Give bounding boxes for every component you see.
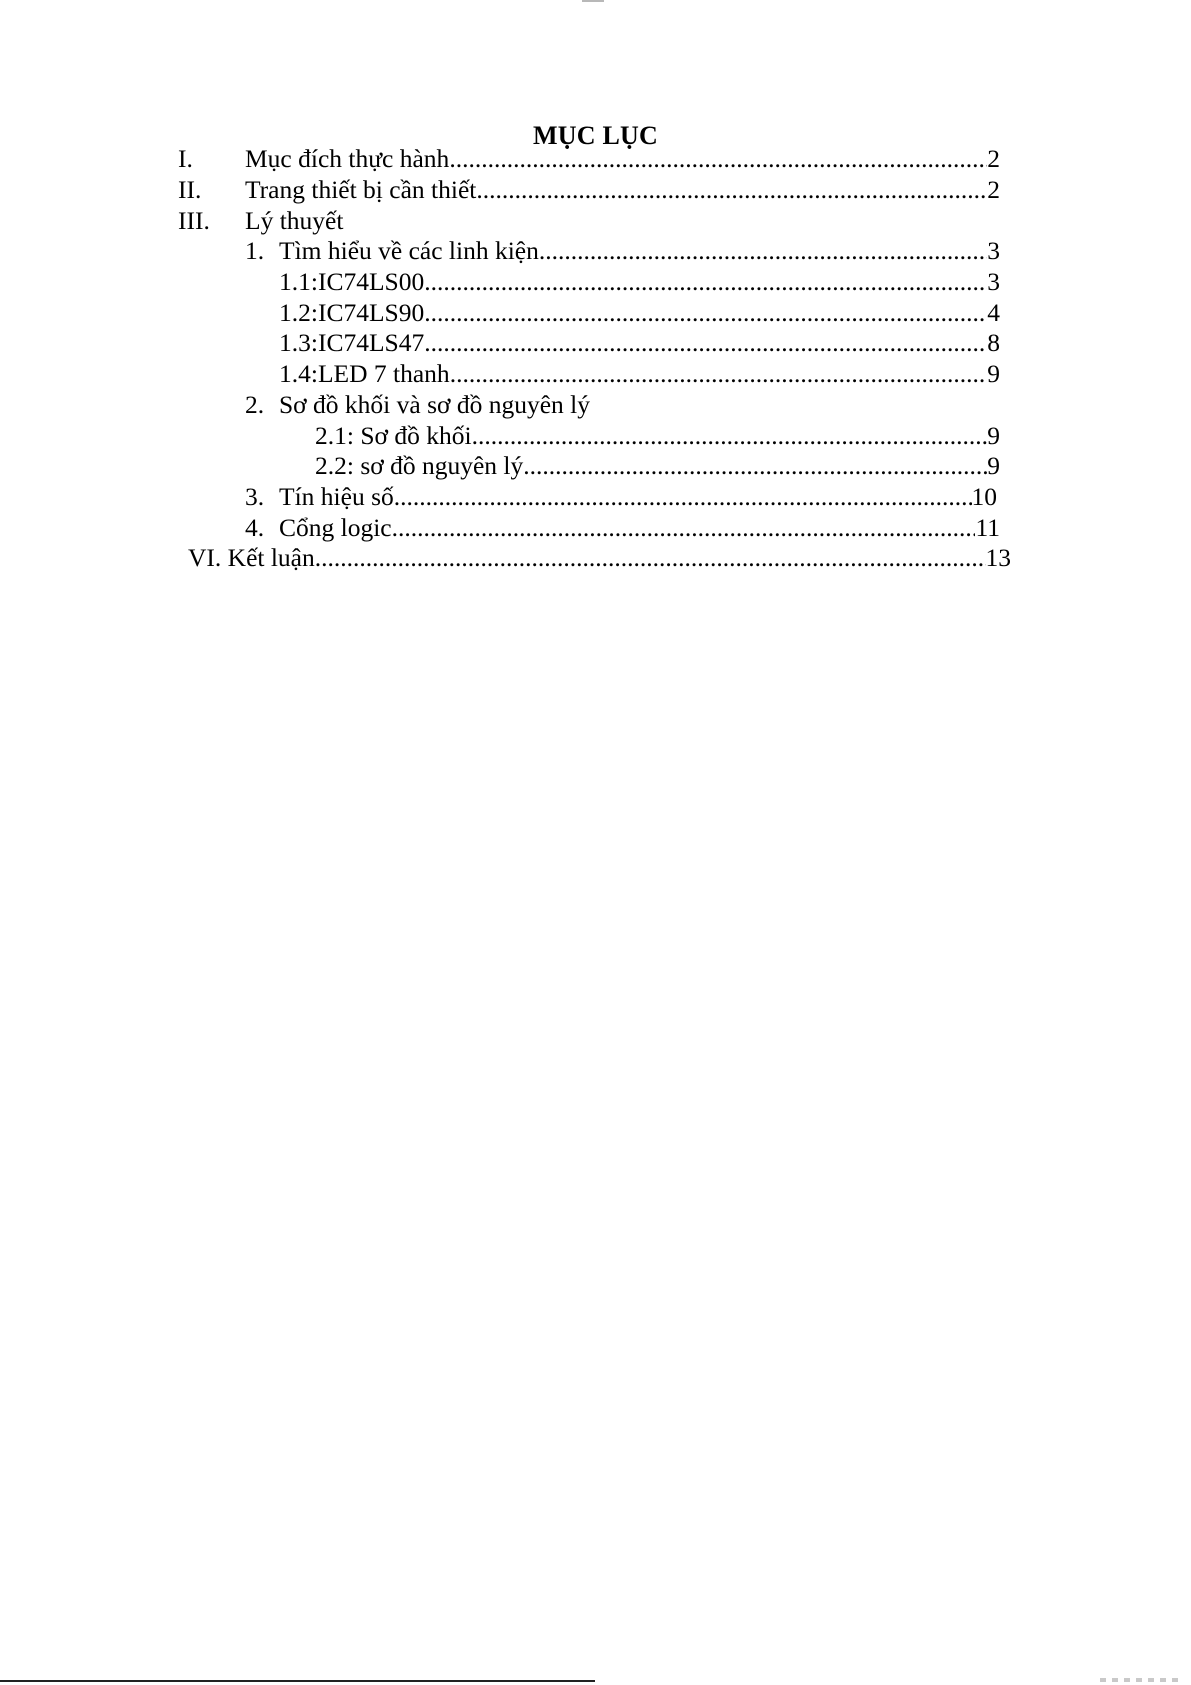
toc-entry-title: 2.2: sơ đồ nguyên lý <box>315 451 524 480</box>
toc-entry-page: 10 <box>971 482 997 511</box>
toc-entry-title: Mục đích thực hành <box>245 144 450 173</box>
toc-subentry[interactable] <box>279 296 1000 329</box>
toc-entry[interactable] <box>279 511 1000 544</box>
toc-entry[interactable] <box>188 541 1011 574</box>
toc-entry-number: 2. <box>245 390 265 419</box>
toc-entry-number: 4. <box>245 513 265 542</box>
toc-dot-leader <box>392 511 976 544</box>
toc-dot-leader <box>539 234 987 267</box>
toc-subentry[interactable] <box>279 357 1000 390</box>
toc-entry-number: I. <box>178 144 193 173</box>
toc-entry-page: 3 <box>987 236 1000 265</box>
toc-section-heading[interactable] <box>245 204 343 237</box>
toc-dot-leader <box>450 357 988 390</box>
toc-entry-number: III. <box>178 206 210 235</box>
toc-entry-number: II. <box>178 175 202 204</box>
toc-entry-title: Sơ đồ khối và sơ đồ nguyên lý <box>279 390 591 419</box>
toc-dot-leader <box>449 142 987 175</box>
toc-title: MỤC LỤC <box>533 121 658 150</box>
toc-entry-page: 13 <box>985 543 1011 572</box>
toc-entry-title: Lý thuyết <box>245 206 344 235</box>
page-bottom-mark <box>1100 1678 1180 1682</box>
toc-entry[interactable] <box>279 234 1000 267</box>
toc-entry-title: 1.2:IC74LS90 <box>279 298 425 327</box>
toc-entry-page: 8 <box>987 328 1000 357</box>
toc-entry-title: Cổng logic <box>279 513 392 542</box>
toc-entry[interactable] <box>245 142 1000 175</box>
toc-entry-page: 2 <box>987 175 1000 204</box>
toc-entry-page: 11 <box>975 513 1000 542</box>
toc-entry-title: Tìm hiểu về các linh kiện <box>279 236 539 265</box>
toc-dot-leader <box>424 326 987 359</box>
page-bottom-border <box>0 1680 595 1682</box>
toc-entry-title: VI. Kết luận <box>188 543 315 572</box>
toc-entry-page: 9 <box>987 421 1000 450</box>
toc-entry-title: Trang thiết bị cần thiết <box>245 175 477 204</box>
toc-entry-title: Tín hiệu số <box>279 482 394 511</box>
toc-subentry[interactable] <box>279 265 1000 298</box>
page-top-mark <box>582 0 604 2</box>
toc-entry-number: 3. <box>245 482 265 511</box>
toc-dot-leader <box>523 449 987 482</box>
toc-subentry[interactable] <box>315 419 1000 452</box>
toc-dot-leader <box>424 296 987 329</box>
toc-entry-title: 1.4:LED 7 thanh <box>279 359 450 388</box>
toc-entry-title: 1.3:IC74LS47 <box>279 328 425 357</box>
toc-subentry[interactable] <box>279 326 1000 359</box>
toc-entry-page: 2 <box>987 144 1000 173</box>
toc-dot-leader <box>394 480 972 513</box>
toc-subentry[interactable] <box>315 449 1000 482</box>
toc-dot-leader <box>472 419 988 452</box>
toc-entry-number: 1. <box>245 236 265 265</box>
toc-entry-page: 9 <box>987 359 1000 388</box>
toc-dot-leader <box>424 265 987 298</box>
toc-entry-title: 2.1: Sơ đồ khối <box>315 421 472 450</box>
toc-dot-leader <box>476 173 987 206</box>
toc-entry-page: 4 <box>987 298 1000 327</box>
toc-entry-page: 9 <box>987 451 1000 480</box>
toc-dot-leader <box>315 541 986 574</box>
toc-entry-page: 3 <box>987 267 1000 296</box>
toc-entry[interactable] <box>279 480 997 513</box>
toc-entry[interactable] <box>245 173 1000 206</box>
toc-section-heading[interactable] <box>279 388 590 421</box>
toc-entry-title: 1.1:IC74LS00 <box>279 267 425 296</box>
